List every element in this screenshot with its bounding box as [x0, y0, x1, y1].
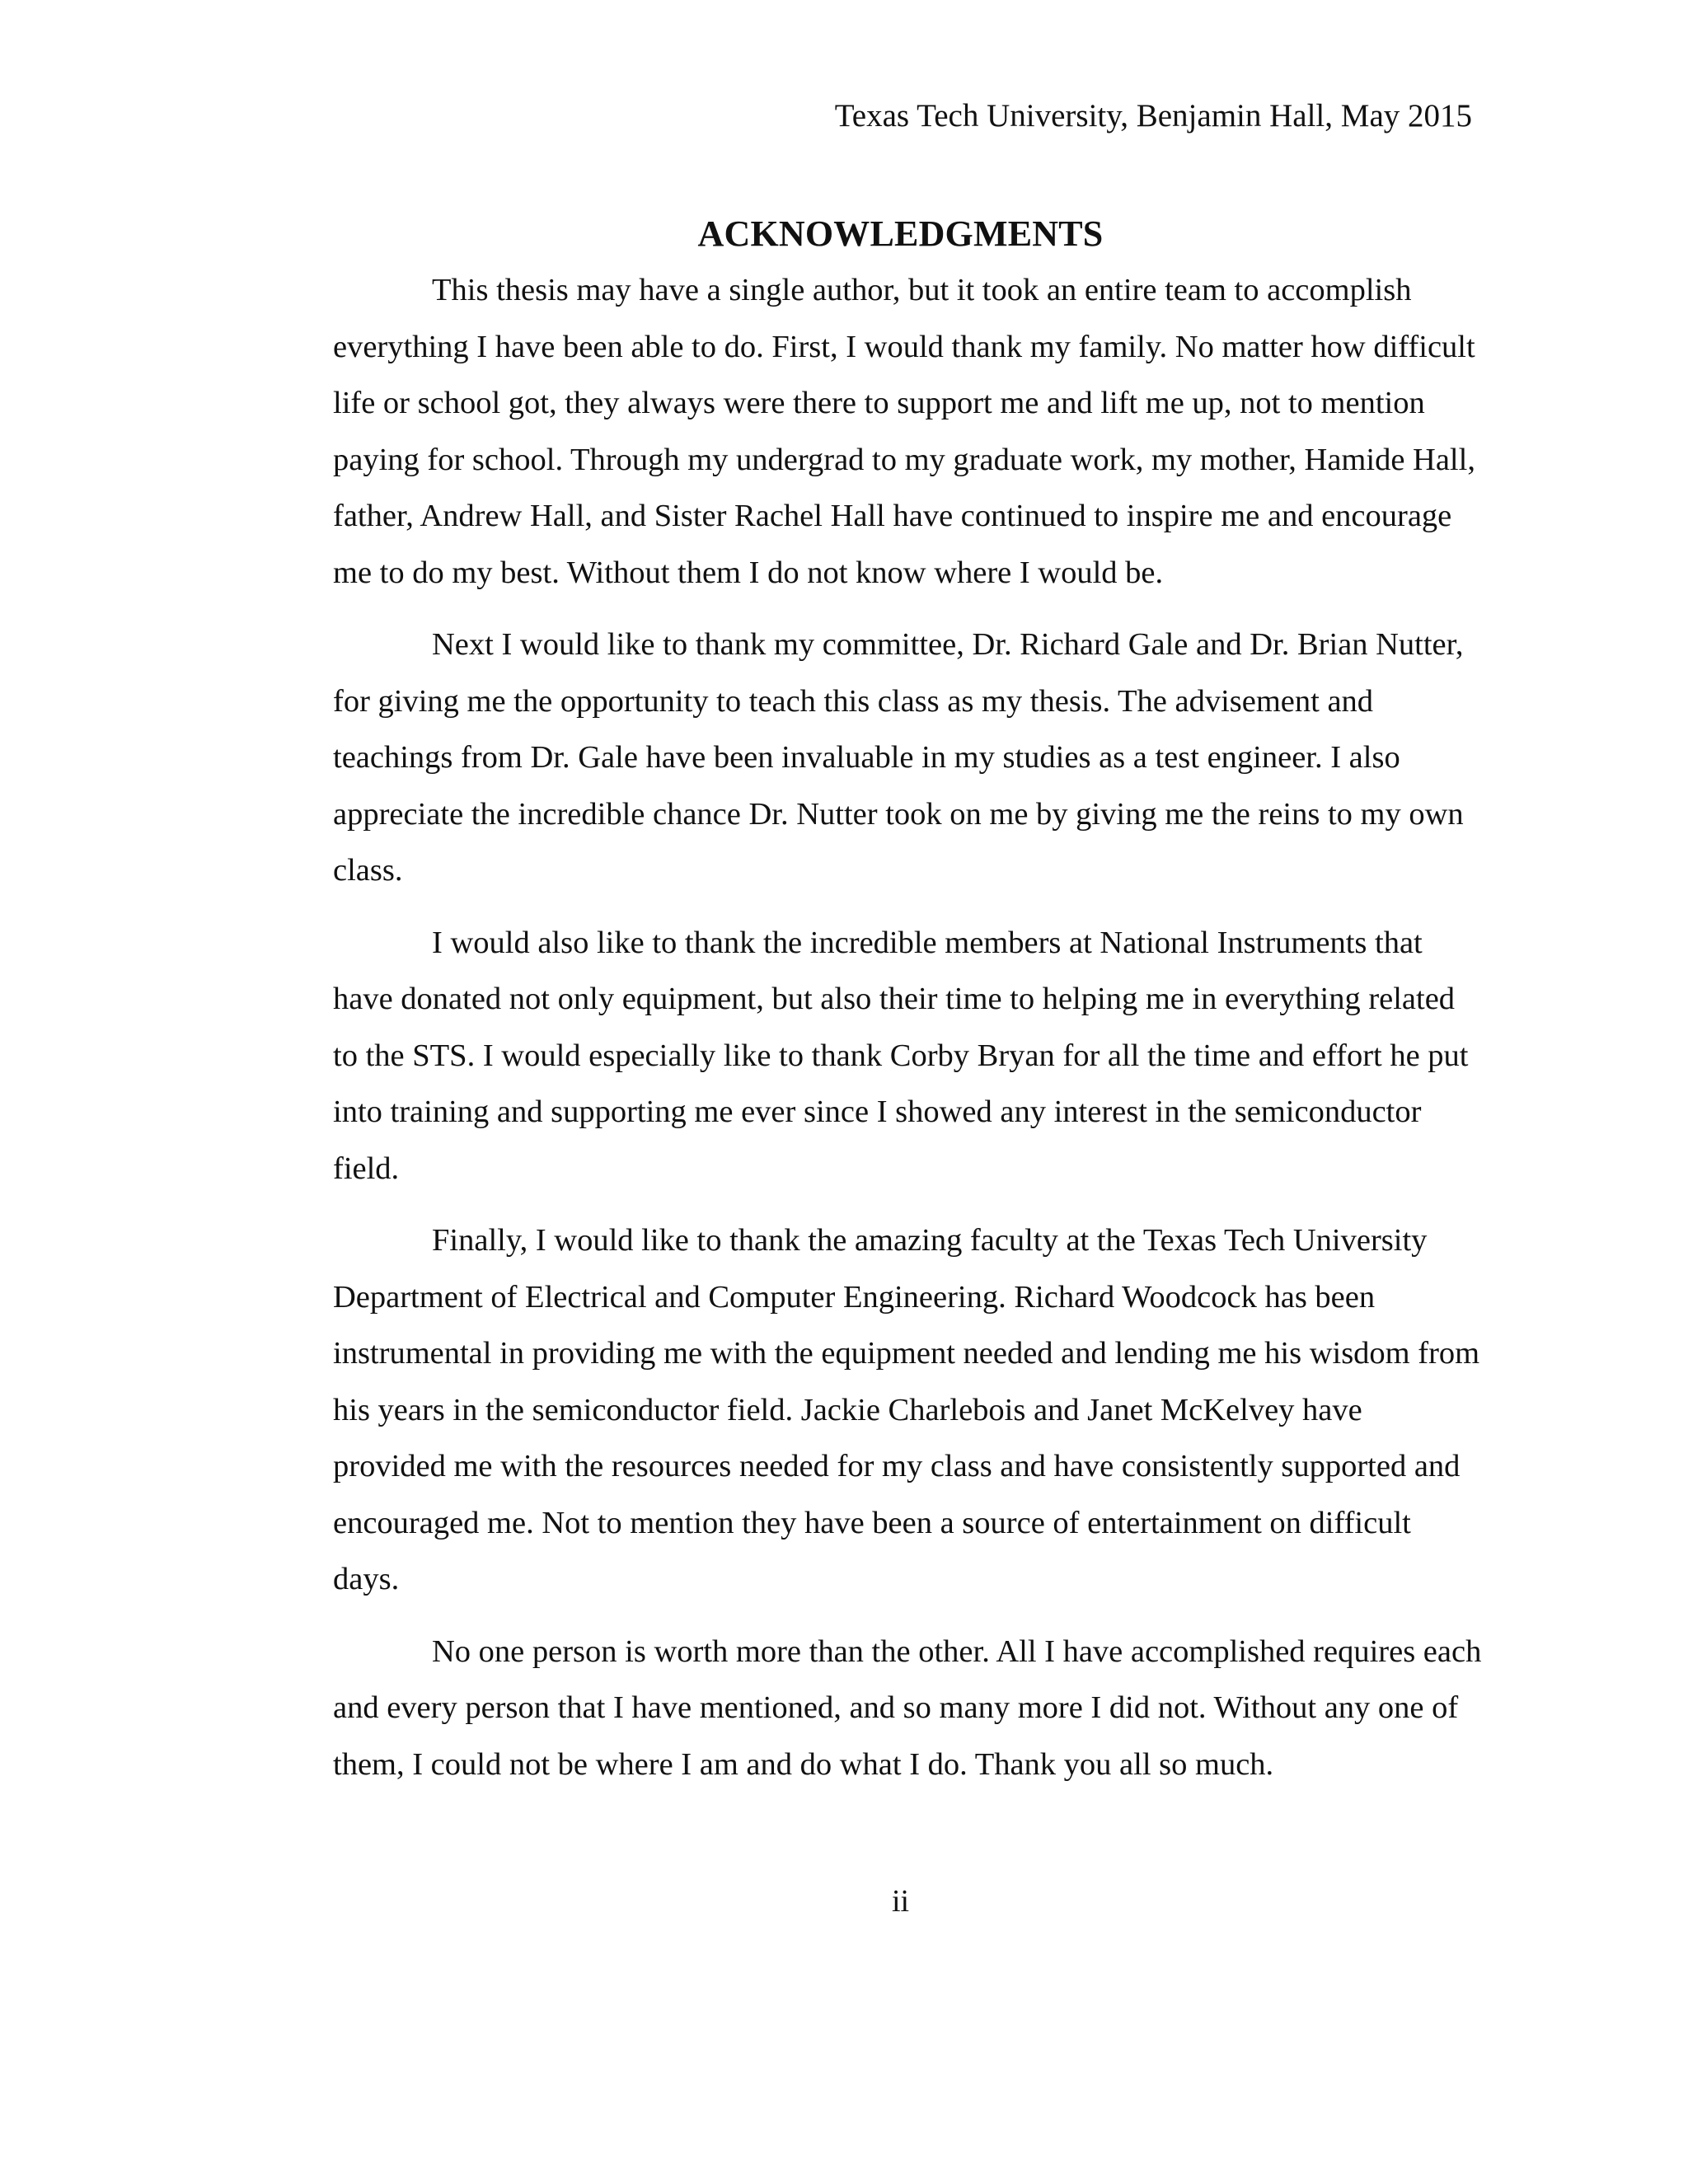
page-number: ii — [891, 1884, 910, 1919]
running-header: Texas Tech University, Benjamin Hall, May 2015 — [834, 98, 1472, 134]
paragraph-faculty: Finally, I would like to thank the amazing faculty at the Texas Tech University Department of Electrical and Computer Engineering. Richard Woodcock has been instrumental in providing me with the equipment needed and lending me his wisdom from his years in the semiconductor field. Jackie Charlebois and Janet McKelvey have provided me with the resources needed for my class and have consistently supported and encouraged me. Not to mention they have been a source of entertainment on difficult days. — [333, 1223, 1480, 1596]
paragraph-family: This thesis may have a single author, but it took an entire team to accomplish everything I have been able to do. First, I would thank my family. No matter how difficult life or school got, they always were there to support me and lift me up, not to mention paying for school. Through my undergrad to my graduate work, my mother, Hamide Hall, father, Andrew Hall, and Sister Rachel Hall have continued to inspire me and encourage me to do my best. Without them I do not know where I would be. — [333, 273, 1475, 590]
paragraph-committee: Next I would like to thank my committee, Dr. Richard Gale and Dr. Brian Nutter, for giving me the opportunity to teach this class as my thesis. The advisement and teachings from Dr. Gale have been invaluable in my studies as a test engineer. I also appreciate the incredible chance Dr. Nutter took on me by giving me the reins to my own class. — [333, 627, 1464, 888]
paragraph-closing: No one person is worth more than the other. All I have accomplished requires each and every person that I have mentioned, and so many more I did not. Without any one of them, I could not be where I am and do what I do. Thank you all so much. — [333, 1633, 1482, 1782]
acknowledgments-body — [333, 262, 1483, 1808]
paragraph-national-instruments: I would also like to thank the incredible members at National Instruments that have donated not only equipment, but also their time to helping me in everything related to the STS. I would especially like to thank Corby Bryan for all the time and effort he put into training and supporting me ever since I showed any interest in the semiconductor field. — [333, 925, 1469, 1186]
section-heading: ACKNOWLEDGMENTS — [697, 213, 1104, 254]
